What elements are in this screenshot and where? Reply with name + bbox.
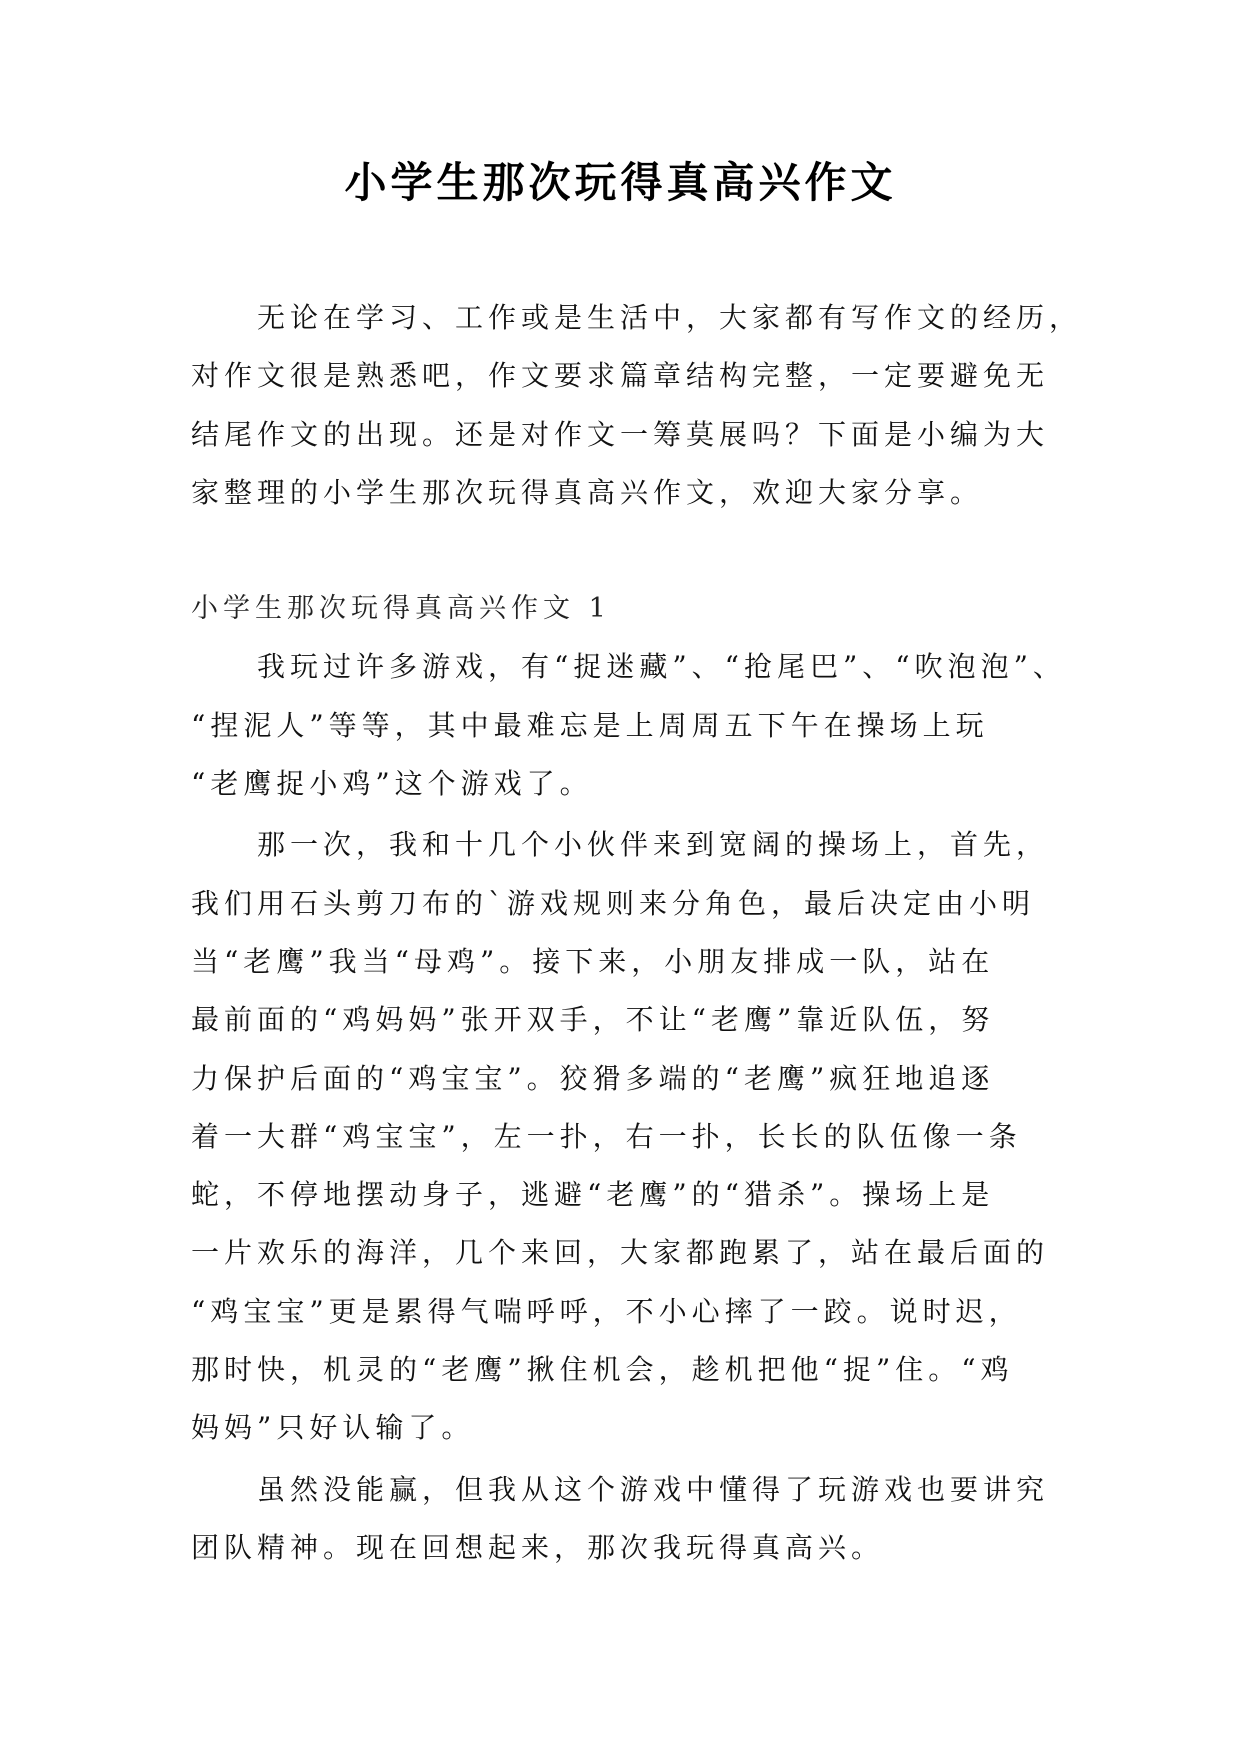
section-heading: 小学生那次玩得真高兴作文 1 <box>191 593 611 625</box>
body-paragraph <box>191 638 1191 813</box>
document-body <box>191 289 1191 1580</box>
paragraph-line: 家整理的小学生那次玩得真高兴作文，欢迎大家分享。 <box>191 475 984 509</box>
paragraph-line: 虽然没能赢，但我从这个游戏中懂得了玩游戏也要讲究 <box>257 1472 1050 1506</box>
paragraph-line: 无论在学习、工作或是生活中，大家都有写作文的经历， <box>257 301 1083 334</box>
paragraph-line: 当“老鹰”我当“母鸡”。接下来，小朋友排成一队，站在 <box>191 944 995 978</box>
paragraph-line: 最前面的“鸡妈妈”张开双手，不让“老鹰”靠近队伍，努 <box>191 1003 995 1037</box>
paragraph-line: 妈妈”只好认输了。 <box>191 1411 475 1445</box>
paragraph-line: 团队精神。现在回想起来，那次我玩得真高兴。 <box>191 1530 885 1564</box>
paragraph-line: 一片欢乐的海洋，几个来回，大家都跑累了，站在最后面的 <box>191 1236 1050 1270</box>
paragraph-line: 对作文很是熟悉吧，作文要求篇章结构完整，一定要避免无 <box>191 359 1050 393</box>
paragraph-line: “鸡宝宝”更是累得气喘呼呼，不小心摔了一跤。说时迟， <box>191 1294 1022 1328</box>
body-paragraph <box>191 1461 1191 1578</box>
paragraph-line: 力保护后面的“鸡宝宝”。狡猾多端的“老鹰”疯狂地追逐 <box>191 1061 995 1095</box>
paragraph-line: 着一大群“鸡宝宝”，左一扑，右一扑，长长的队伍像一条 <box>191 1119 1022 1153</box>
paragraph-line: “老鹰捉小鸡”这个游戏了。 <box>191 767 593 801</box>
paragraph-line: “捏泥人”等等，其中最难忘是上周周五下午在操场上玩 <box>191 708 989 742</box>
paragraph-line: 那时快，机灵的“老鹰”揪住机会，趁机把他“捉”住。“鸡 <box>191 1353 1014 1387</box>
paragraph-line: 那一次，我和十几个小伙伴来到宽阔的操场上，首先， <box>257 828 1050 862</box>
document-title: 小学生那次玩得真高兴作文 <box>344 158 897 207</box>
paragraph-line: 我玩过许多游戏，有“捉迷藏”、“抢尾巴”、“吹泡泡”、 <box>257 650 1066 684</box>
paragraph-line: 结尾作文的出现。还是对作文一筹莫展吗？下面是小编为大 <box>191 417 1050 451</box>
body-paragraph <box>191 816 1191 1457</box>
paragraph-line: 蛇，不停地摆动身子，逃避“老鹰”的“猎杀”。操场上是 <box>191 1178 995 1212</box>
paragraph-line: 我们用石头剪刀布的`游戏规则来分角色，最后决定由小明 <box>191 886 1036 920</box>
intro-paragraph <box>191 289 1191 522</box>
